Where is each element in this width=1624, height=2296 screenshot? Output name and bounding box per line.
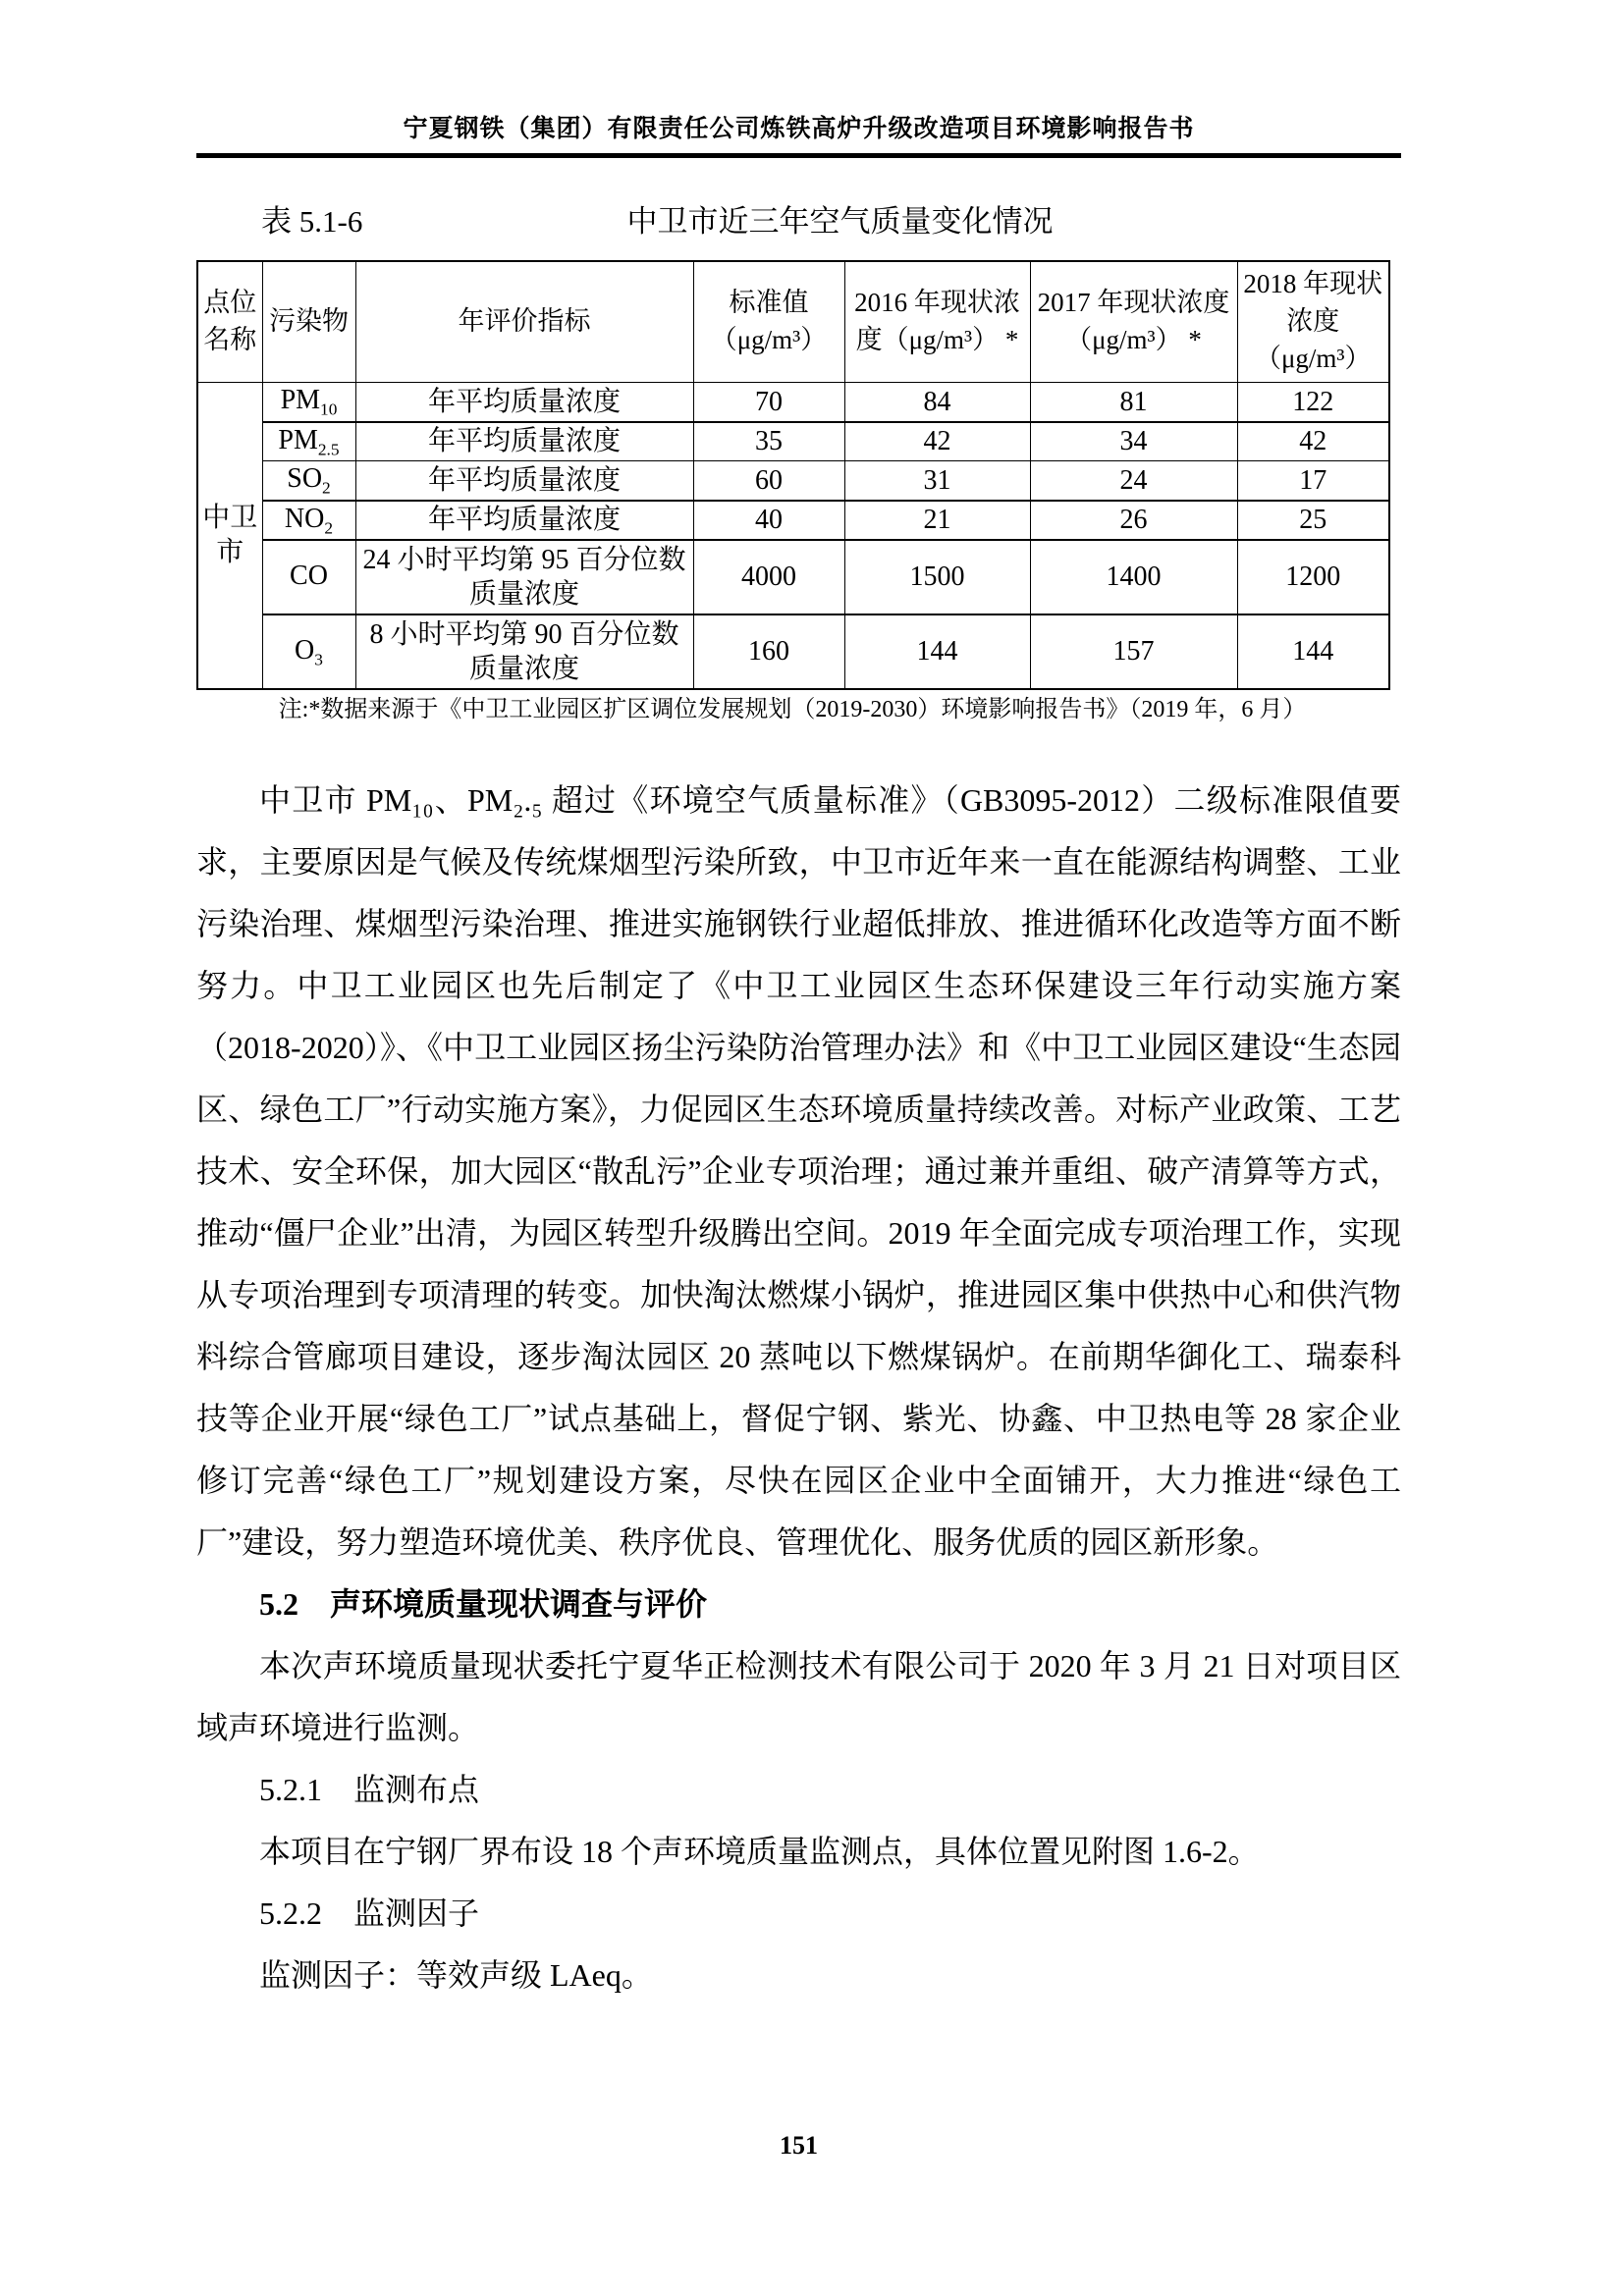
page-number: 151 xyxy=(780,2131,818,2160)
table-row-o3 xyxy=(197,614,1389,689)
pollutant-base: PM xyxy=(278,424,318,455)
value-2018-cell: 17 xyxy=(1237,461,1389,501)
value-2016-cell: 144 xyxy=(844,614,1030,689)
air-quality-table xyxy=(196,260,1390,690)
pollutant-subscript: 2 xyxy=(324,518,334,538)
body-text xyxy=(196,770,1401,2006)
value-2017-cell: 24 xyxy=(1030,461,1237,501)
table-row-pm10 xyxy=(197,383,1389,422)
pollutant-cell xyxy=(262,540,355,614)
column-header-indicator: 年评价指标 xyxy=(355,261,693,383)
value-2018-cell: 25 xyxy=(1237,501,1389,540)
header-rule xyxy=(196,153,1401,158)
pollutant-base: NO xyxy=(284,503,325,534)
pollutant-cell xyxy=(262,461,355,501)
site-cell: 中卫市 xyxy=(197,383,262,689)
value-2018-cell: 122 xyxy=(1237,383,1389,422)
column-header-2018: 2018 年现状浓度（μg/m³） xyxy=(1237,261,1389,383)
pollutant-subscript: 10 xyxy=(320,400,338,419)
pollutant-cell xyxy=(262,614,355,689)
standard-value-cell: 40 xyxy=(693,501,844,540)
value-2016-cell: 21 xyxy=(844,501,1030,540)
value-2016-cell: 84 xyxy=(844,383,1030,422)
value-2018-cell: 1200 xyxy=(1237,540,1389,614)
value-2016-cell: 31 xyxy=(844,461,1030,501)
table-caption-label: 表 5.1-6 xyxy=(261,203,363,239)
table-header-row xyxy=(197,261,1389,383)
paragraph-monitoring-factor: 监测因子：等效声级 LAeq。 xyxy=(259,1956,653,1993)
table-row-pm25 xyxy=(197,422,1389,461)
standard-value-cell: 160 xyxy=(693,614,844,689)
indicator-cell: 24 小时平均第 95 百分位数质量浓度 xyxy=(355,540,693,614)
column-header-standard: 标准值（μg/m³） xyxy=(693,261,844,383)
pollutant-base: PM xyxy=(280,385,321,416)
pollutant-cell xyxy=(262,422,355,461)
indicator-cell: 年平均质量浓度 xyxy=(355,501,693,540)
pollutant-base: CO xyxy=(290,560,328,591)
value-2017-cell: 1400 xyxy=(1030,540,1237,614)
table-row-no2 xyxy=(197,501,1389,540)
table-caption-title: 中卫市近三年空气质量变化情况 xyxy=(626,203,1054,239)
content-column xyxy=(196,0,1401,2006)
pollutant-subscript: 3 xyxy=(314,650,323,669)
section-heading-5-2-2: 5.2.2 监测因子 xyxy=(259,1895,480,1931)
indicator-cell: 年平均质量浓度 xyxy=(355,461,693,501)
value-2016-cell: 42 xyxy=(844,422,1030,461)
pollutant-cell xyxy=(262,501,355,540)
paragraph-air-quality-discussion: 中卫市 PM₁₀、PM₂.₅ 超过《环境空气质量标准》（GB3095-2012）二级标准限值要求，主要原因是气候及传统煤烟型污染所致，中卫市近年来一直在能源结构调整、工业污染治理、煤烟型污染治理、推进实施钢铁行业超低排放、推进循环化改造等方面不断努力。中卫工业园区也先后制定了《中卫工业园区生态环保建设三年行动实施方案（2018-2020）》、《中卫工业园区扬尘污染防治管理办法》和《中卫工业园区建设“生态园区、绿色工厂”行动实施方案》，力促园区生态环境质量持续改善。对标产业政策、工艺技术、安全环保，加大园区“散乱污”企业专项治理；通过兼并重组、破产清算等方式，推动“僵尸企业”出清，为园区转型升级腾出空间。2019 年全面完成专项治理工作，实现从专项治理到专项清理的转变。加快淘汰燃煤小锅炉，推进园区集中供热中心和供汽物料综合管廊项目建设，逐步淘汰园区 20 蒸吨以下燃煤锅炉。在前期华御化工、瑞泰科技等企业开展“绿色工厂”试点基础上，督促宁钢、紫光、协鑫、中卫热电等 28 家企业修订完善“绿色工厂”规划建设方案，尽快在园区企业中全面铺开，大力推进“绿色工厂”建设，努力塑造环境优美、秩序优良、管理优化、服务优质的园区新形象。 xyxy=(196,781,1401,1560)
table-note: 注:*数据来源于《中卫工业园区扩区调位发展规划（2019-2030）环境影响报告书》（2019 年，6 月） xyxy=(278,696,1307,722)
pollutant-base: SO xyxy=(287,463,323,495)
section-heading-5-2: 5.2 声环境质量现状调查与评价 xyxy=(259,1585,708,1622)
running-header-title: 宁夏钢铁（集团）有限责任公司炼铁高炉升级改造项目环境影响报告书 xyxy=(403,116,1195,142)
standard-value-cell: 35 xyxy=(693,422,844,461)
value-2017-cell: 157 xyxy=(1030,614,1237,689)
pollutant-cell xyxy=(262,383,355,422)
value-2017-cell: 81 xyxy=(1030,383,1237,422)
indicator-cell: 年平均质量浓度 xyxy=(355,383,693,422)
paragraph-noise-survey-intro: 本次声环境质量现状委托宁夏华正检测技术有限公司于 2020 年 3 月 21 日对项目区域声环境进行监测。 xyxy=(196,1647,1401,1745)
value-2017-cell: 34 xyxy=(1030,422,1237,461)
value-2017-cell: 26 xyxy=(1030,501,1237,540)
section-heading-5-2-1: 5.2.1 监测布点 xyxy=(259,1771,480,1807)
value-2018-cell: 42 xyxy=(1237,422,1389,461)
pollutant-subscript: 2.5 xyxy=(317,440,340,459)
standard-value-cell: 70 xyxy=(693,383,844,422)
column-header-pollutant: 污染物 xyxy=(262,261,355,383)
table-row-so2 xyxy=(197,461,1389,501)
column-header-2017: 2017 年现状浓度（μg/m³） * xyxy=(1030,261,1237,383)
table-row-co xyxy=(197,540,1389,614)
paragraph-monitoring-points: 本项目在宁钢厂界布设 18 个声环境质量监测点，具体位置见附图 1.6-2。 xyxy=(259,1833,1260,1869)
column-header-2016: 2016 年现状浓度（μg/m³） * xyxy=(844,261,1030,383)
value-2018-cell: 144 xyxy=(1237,614,1389,689)
pollutant-base: O xyxy=(295,634,315,666)
standard-value-cell: 60 xyxy=(693,461,844,501)
pollutant-subscript: 2 xyxy=(322,478,331,498)
value-2016-cell: 1500 xyxy=(844,540,1030,614)
indicator-cell: 8 小时平均第 90 百分位数质量浓度 xyxy=(355,614,693,689)
standard-value-cell: 4000 xyxy=(693,540,844,614)
table-caption xyxy=(196,199,1401,244)
indicator-cell: 年平均质量浓度 xyxy=(355,422,693,461)
column-header-site: 点位名称 xyxy=(197,261,262,383)
